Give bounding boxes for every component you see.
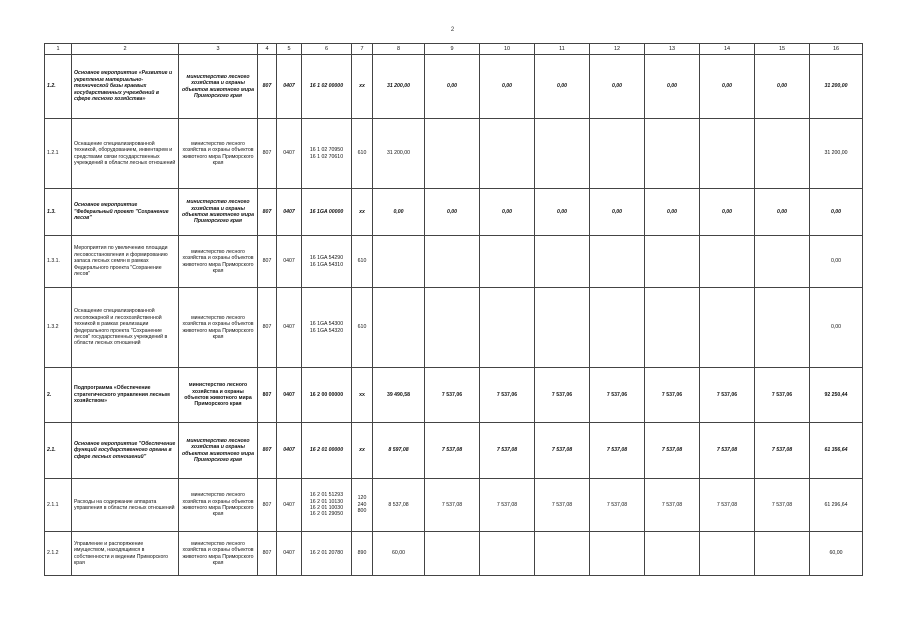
row-rzpr: 0407 (277, 288, 302, 368)
col-header: 3 (179, 44, 258, 55)
row-value: 7 537,06 (480, 368, 535, 423)
row-value (700, 288, 755, 368)
row-rzpr: 0407 (277, 479, 302, 532)
table-row (45, 189, 863, 236)
row-organization: министерство лесного хозяйства и охраны объектов животного мира Приморского края (179, 236, 258, 288)
row-value: 7 537,08 (535, 479, 590, 532)
row-value (425, 119, 480, 189)
row-value (535, 236, 590, 288)
vr-code: хх (359, 391, 365, 398)
budget-table (44, 43, 863, 576)
row-value: 7 537,08 (480, 479, 535, 532)
csr-code: 16 1 02 00000 (309, 83, 344, 90)
csr-code: 16 1GA 54290 (309, 255, 344, 262)
row-value: 0,00 (425, 189, 480, 236)
row-name: Основное мероприятие "Обеспечение функций государственного органа в сфере лесных отношений" (72, 423, 179, 479)
row-name: Основное мероприятие "Федеральный проект "Сохранение лесов" (72, 189, 179, 236)
row-organization: министерство лесного хозяйства и охраны объектов животного мира Приморского края (179, 423, 258, 479)
row-value: 0,00 (700, 55, 755, 119)
row-grbs: 807 (258, 189, 277, 236)
row-rzpr: 0407 (277, 55, 302, 119)
csr-code: 16 1GA 54310 (309, 261, 344, 268)
row-rzpr: 0407 (277, 423, 302, 479)
row-value: 0,00 (810, 189, 863, 236)
row-value: 7 537,08 (425, 423, 480, 479)
row-value: 39 490,58 (373, 368, 425, 423)
col-header: 13 (645, 44, 700, 55)
csr-code: 16 1GA 00000 (309, 208, 344, 215)
row-grbs: 807 (258, 479, 277, 532)
csr-code: 16 2 01 29050 (309, 511, 344, 518)
row-name: Управление и распоряжение имуществом, находящимся в собственности и ведении Приморского края (72, 532, 179, 576)
row-value (590, 532, 645, 576)
row-csr (302, 288, 352, 368)
row-value (480, 532, 535, 576)
row-vr (352, 479, 373, 532)
row-index: 1.3.2 (45, 288, 72, 368)
vr-code: 610 (357, 258, 367, 265)
col-header: 5 (277, 44, 302, 55)
row-name: Оснащение специализированной техникой, оборудованием, инвентарем и средствами связи государственных учреждений в области лесных отношений (72, 119, 179, 189)
row-value: 0,00 (645, 55, 700, 119)
row-vr (352, 423, 373, 479)
row-grbs: 807 (258, 423, 277, 479)
row-csr (302, 119, 352, 189)
row-value: 0,00 (810, 236, 863, 288)
row-value (645, 288, 700, 368)
row-value: 7 537,08 (590, 479, 645, 532)
row-rzpr: 0407 (277, 236, 302, 288)
row-organization: министерство лесного хозяйства и охраны объектов животного мира Приморского края (179, 288, 258, 368)
row-csr (302, 423, 352, 479)
row-value: 31 200,00 (373, 55, 425, 119)
row-csr (302, 236, 352, 288)
row-value: 0,00 (373, 189, 425, 236)
vr-code: хх (359, 83, 365, 90)
row-value (480, 236, 535, 288)
row-index: 2.1.2 (45, 532, 72, 576)
table-row (45, 236, 863, 288)
row-value (700, 119, 755, 189)
row-value: 7 537,06 (590, 368, 645, 423)
row-value: 0,00 (425, 55, 480, 119)
row-index: 1.3.1. (45, 236, 72, 288)
row-index: 1.2. (45, 55, 72, 119)
row-grbs: 807 (258, 288, 277, 368)
row-organization: министерство лесного хозяйства и охраны объектов животного мира Приморского края (179, 119, 258, 189)
csr-code: 16 2 01 00000 (309, 447, 344, 454)
row-value: 8 537,08 (373, 479, 425, 532)
row-value: 7 537,08 (645, 423, 700, 479)
col-header: 12 (590, 44, 645, 55)
row-index: 1.2.1 (45, 119, 72, 189)
table-row (45, 288, 863, 368)
row-value: 0,00 (480, 55, 535, 119)
col-header: 15 (755, 44, 810, 55)
row-value: 7 537,06 (700, 368, 755, 423)
row-value: 0,00 (755, 55, 810, 119)
csr-code: 16 2 01 10130 (309, 498, 344, 505)
row-index: 1.3. (45, 189, 72, 236)
vr-code: хх (359, 447, 365, 454)
row-value (700, 532, 755, 576)
row-value (480, 288, 535, 368)
col-header: 11 (535, 44, 590, 55)
row-rzpr: 0407 (277, 368, 302, 423)
row-value (645, 236, 700, 288)
row-value: 0,00 (535, 55, 590, 119)
header-row (45, 44, 863, 55)
page-number: 2 (450, 27, 455, 33)
row-value: 60,00 (373, 532, 425, 576)
csr-code: 16 1GA 54320 (309, 327, 344, 334)
row-index: 2.1.1 (45, 479, 72, 532)
row-value: 7 537,06 (755, 368, 810, 423)
row-value: 60,00 (810, 532, 863, 576)
vr-code: 120 (357, 495, 367, 502)
col-header: 4 (258, 44, 277, 55)
row-value (590, 236, 645, 288)
row-vr (352, 368, 373, 423)
row-vr (352, 532, 373, 576)
col-header: 16 (810, 44, 863, 55)
row-value (535, 119, 590, 189)
table-row (45, 119, 863, 189)
row-value: 31 200,00 (373, 119, 425, 189)
row-vr (352, 236, 373, 288)
row-name: Расходы на содержание аппарата управления в области лесных отношений (72, 479, 179, 532)
row-value: 0,00 (480, 189, 535, 236)
row-grbs: 807 (258, 532, 277, 576)
col-header: 7 (352, 44, 373, 55)
row-value: 0,00 (535, 189, 590, 236)
row-value (425, 532, 480, 576)
row-value: 7 537,08 (535, 423, 590, 479)
row-index: 2. (45, 368, 72, 423)
row-index: 2.1. (45, 423, 72, 479)
csr-code: 16 2 01 10030 (309, 505, 344, 511)
col-header: 8 (373, 44, 425, 55)
table-row (45, 55, 863, 119)
vr-code: 800 (357, 508, 367, 515)
vr-code: 890 (357, 550, 367, 557)
row-value (425, 288, 480, 368)
row-rzpr: 0407 (277, 532, 302, 576)
row-value (535, 532, 590, 576)
vr-code: хх (359, 208, 365, 215)
row-value: 0,00 (645, 189, 700, 236)
row-organization: министерство лесного хозяйства и охраны объектов животного мира Приморского края (179, 368, 258, 423)
col-header: 9 (425, 44, 480, 55)
row-grbs: 807 (258, 368, 277, 423)
row-value: 61 296,64 (810, 479, 863, 532)
row-organization: министерство лесного хозяйства и охраны объектов животного мира Приморского края (179, 479, 258, 532)
col-header: 6 (302, 44, 352, 55)
row-value: 8 597,08 (373, 423, 425, 479)
csr-code: 16 2 01 51293 (309, 492, 344, 499)
row-value (590, 119, 645, 189)
row-value: 0,00 (590, 189, 645, 236)
row-organization: министерство лесного хозяйства и охраны объектов животного мира Приморского края (179, 55, 258, 119)
table-row (45, 423, 863, 479)
row-value: 0,00 (810, 288, 863, 368)
vr-code: 610 (357, 150, 367, 157)
vr-code: 610 (357, 324, 367, 331)
row-csr (302, 368, 352, 423)
row-vr (352, 119, 373, 189)
csr-code: 16 1 02 70950 (309, 147, 344, 154)
row-value: 7 537,08 (590, 423, 645, 479)
row-value: 0,00 (590, 55, 645, 119)
row-csr (302, 55, 352, 119)
row-value (645, 119, 700, 189)
row-value: 7 537,08 (425, 479, 480, 532)
row-value: 7 537,06 (645, 368, 700, 423)
row-value: 0,00 (700, 189, 755, 236)
row-value: 92 250,44 (810, 368, 863, 423)
row-grbs: 807 (258, 119, 277, 189)
row-value: 7 537,06 (425, 368, 480, 423)
row-value: 7 537,08 (755, 479, 810, 532)
csr-code: 16 2 00 00000 (309, 391, 344, 398)
row-value (755, 532, 810, 576)
row-csr (302, 532, 352, 576)
row-value (590, 288, 645, 368)
row-vr (352, 288, 373, 368)
row-value (755, 119, 810, 189)
table-row (45, 479, 863, 532)
row-value (645, 532, 700, 576)
row-value: 7 537,08 (700, 423, 755, 479)
row-name: Подпрограмма «Обеспечение стратегического управления лесным хозяйством» (72, 368, 179, 423)
row-value: 7 537,06 (535, 368, 590, 423)
row-value (373, 288, 425, 368)
col-header: 1 (45, 44, 72, 55)
row-organization: министерство лесного хозяйства и охраны объектов животного мира Приморского края (179, 532, 258, 576)
vr-code: 240 (357, 501, 367, 508)
csr-code: 16 1 02 70610 (309, 153, 344, 160)
row-value: 31 200,00 (810, 119, 863, 189)
row-value: 7 537,08 (755, 423, 810, 479)
csr-code: 16 2 01 20780 (309, 550, 344, 557)
row-grbs: 807 (258, 55, 277, 119)
row-value: 7 537,08 (645, 479, 700, 532)
row-grbs: 807 (258, 236, 277, 288)
row-vr (352, 55, 373, 119)
table-row (45, 532, 863, 576)
row-name: Основное мероприятие «Развитие и укрепление материально-технической базы краевых государственных учреждений в сфере лесного хозяйства» (72, 55, 179, 119)
row-name: Мероприятия по увеличению площади лесовосстановления и формированию запаса лесных семян в рамках Федерального проекта "Сохранение лесов" (72, 236, 179, 288)
row-value (755, 288, 810, 368)
row-csr (302, 479, 352, 532)
row-value (755, 236, 810, 288)
row-vr (352, 189, 373, 236)
row-value: 7 537,08 (700, 479, 755, 532)
row-value: 61 356,64 (810, 423, 863, 479)
col-header: 10 (480, 44, 535, 55)
row-value (480, 119, 535, 189)
csr-code: 16 1GA 54300 (309, 321, 344, 328)
col-header: 2 (72, 44, 179, 55)
row-value: 7 537,08 (480, 423, 535, 479)
row-csr (302, 189, 352, 236)
row-value (700, 236, 755, 288)
row-name: Оснащение специализированной лесопожарной и лесохозяйственной техникой в рамках реализации федерального проекта "Сохранение лесов" государственных учреждений в области лесных отношений (72, 288, 179, 368)
row-rzpr: 0407 (277, 119, 302, 189)
row-organization: министерство лесного хозяйства и охраны объектов животного мира Приморского края (179, 189, 258, 236)
col-header: 14 (700, 44, 755, 55)
row-value: 31 200,00 (810, 55, 863, 119)
row-value (425, 236, 480, 288)
row-rzpr: 0407 (277, 189, 302, 236)
row-value (373, 236, 425, 288)
row-value (535, 288, 590, 368)
table-row (45, 368, 863, 423)
row-value: 0,00 (755, 189, 810, 236)
